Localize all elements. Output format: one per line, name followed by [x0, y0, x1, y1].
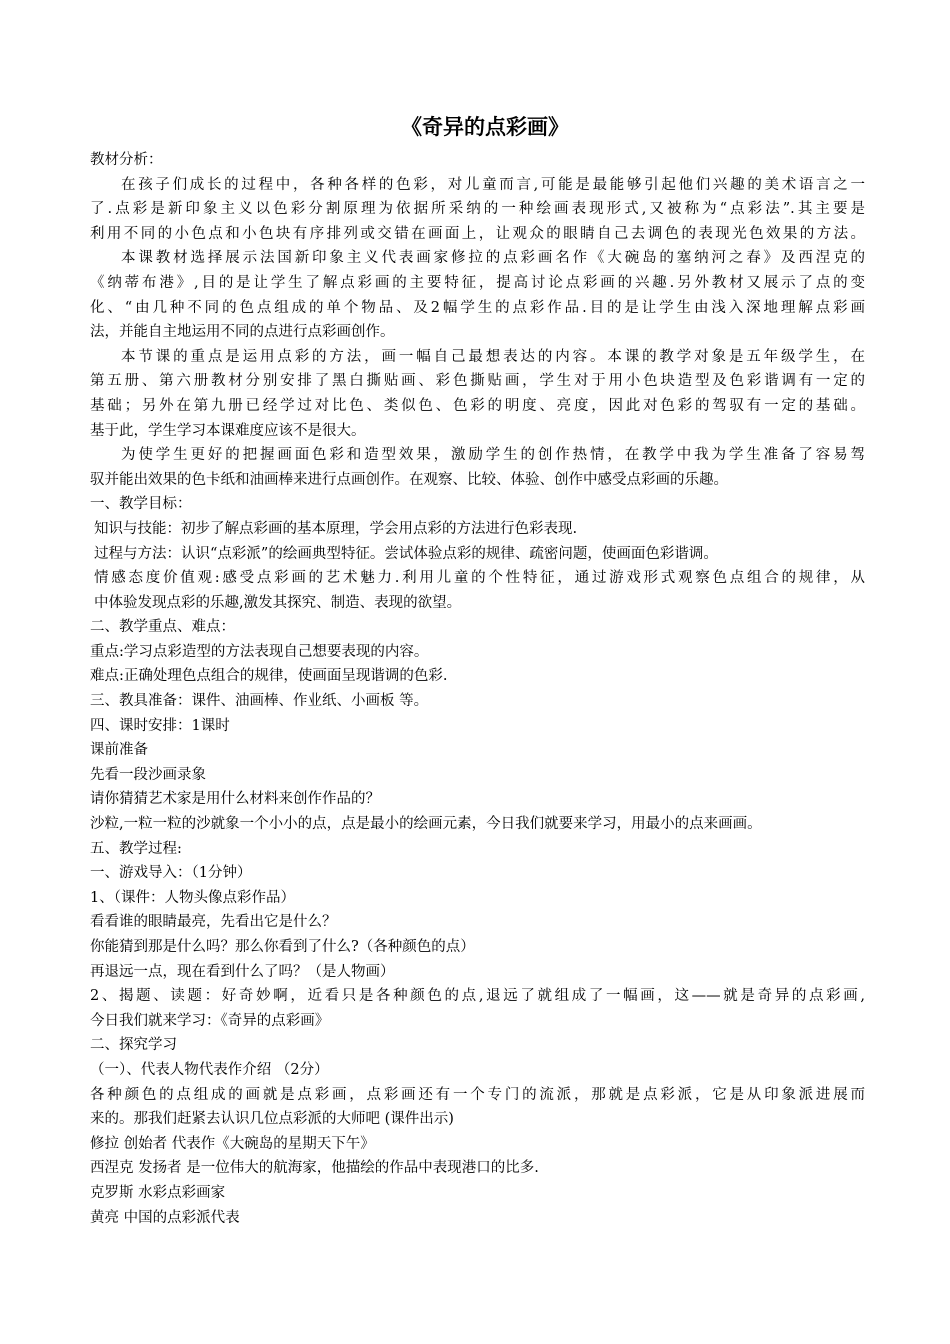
text-line: 情感态度价值观:感受点彩画的艺术魅力.利用儿童的个性特征，通过游戏形式观察色点组合的规律，从: [94, 570, 865, 587]
text-line: 来的。那我们赶紧去认识几位点彩派的大师吧 (课件出示): [90, 1111, 454, 1128]
text-line: 了.点彩是新印象主义以色彩分割原理为依据所采纳的一种绘画表现形式,又被称为“点彩法”.其主要是: [90, 201, 865, 218]
document-title: 《奇异的点彩画》: [401, 115, 569, 139]
text-line: 利用不同的小色点和小色块有序排列或交错在画面上，让观众的眼睛自己去调色的表现光色效果的方法。: [90, 225, 865, 242]
text-line: 化、“由几种不同的色点组成的单个物品、及2幅学生的点彩作品.目的是让学生由浅入深地理解点彩画: [90, 299, 865, 316]
text-line: 基于此，学生学习本课难度应该不是很大。: [90, 422, 366, 439]
text-line: 请你猜猜艺术家是用什么材料来创作作品的？: [90, 791, 380, 808]
text-line: 二、教学重点、难点：: [90, 619, 235, 636]
text-line: 重点:学习点彩造型的方法表现自己想要表现的内容。: [90, 643, 429, 660]
document-body: [90, 148, 865, 1230]
text-line: 四、课时安排：1课时: [90, 717, 230, 734]
text-line: 教材分析：: [90, 152, 163, 168]
text-line: 五、教学过程:: [90, 840, 182, 857]
text-line: 第五册、第六册教材分别安排了黑白撕贴画、彩色撕贴画，学生对于用小色块造型及色彩谐调有一定的: [90, 373, 865, 390]
text-line: 一、游戏导入：（1分钟）: [90, 865, 252, 882]
text-line: 过程与方法：认识“点彩派”的绘画典型特征。尝试体验点彩的规律、疏密问题，使画面色彩谐调。: [94, 545, 718, 562]
text-line: 今日我们就来学习：《奇异的点彩画》: [90, 1012, 330, 1029]
text-line: 三、教具准备：课件、油画棒、作业纸、小画板 等。: [90, 693, 429, 710]
text-line: 驭并能出效果的色卡纸和油画棒来进行点画创作。在观察、比较、体验、创作中感受点彩画的乐趣。: [90, 471, 728, 488]
text-line: 一、教学目标：: [90, 496, 192, 513]
text-line: 你能猜到那是什么吗？那么你看到了什么?（各种颜色的点）: [90, 939, 475, 955]
text-line: 先看一段沙画录象: [90, 766, 206, 783]
text-line: （一）、代表人物代表作介绍 （2分）: [90, 1061, 329, 1078]
text-line: 本课教材选择展示法国新印象主义代表画家修拉的点彩画名作《大碗岛的塞纳河之春》及西涅克的: [121, 250, 865, 267]
text-line: 西涅克 发扬者 是一位伟大的航海家，他描绘的作品中表现港口的比多.: [90, 1160, 539, 1177]
text-line: 为使学生更好的把握画面色彩和造型效果，激励学生的创作热情，在教学中我为学生准备了容易驾: [121, 447, 865, 464]
text-line: 二、探究学习: [90, 1037, 177, 1054]
text-line: 沙粒,一粒一粒的沙就象一个小小的点，点是最小的绘画元素，今日我们就要来学习，用最小的点来画画。: [90, 816, 762, 833]
text-line: 看看谁的眼睛最亮，先看出它是什么？: [90, 914, 337, 931]
text-line: 法，并能自主地运用不同的点进行点彩画创作。: [90, 324, 395, 341]
text-line: 本节课的重点是运用点彩的方法，画一幅自己最想表达的内容。本课的教学对象是五年级学生，在: [121, 348, 865, 365]
text-line: 2、揭题、读题：好奇妙啊，近看只是各种颜色的点,退远了就组成了一幅画，这——就是奇异的点彩画,: [90, 988, 865, 1005]
text-line: 修拉 创始者 代表作《大碗岛的星期天下午》: [90, 1135, 375, 1152]
document-page: [90, 112, 865, 1230]
text-line: 中体验发现点彩的乐趣,激发其探究、制造、表现的欲望。: [94, 594, 462, 611]
text-line: 知识与技能：初步了解点彩画的基本原理，学会用点彩的方法进行色彩表现.: [94, 520, 578, 537]
text-line: 难点:正确处理色点组合的规律，使画面呈现谐调的色彩.: [90, 668, 448, 685]
text-line: 《纳蒂布港》,目的是让学生了解点彩画的主要特征，提高讨论点彩画的兴趣.另外教材又展示了点的变: [90, 274, 865, 291]
text-line: 在孩子们成长的过程中，各种各样的色彩，对儿童而言,可能是最能够引起他们兴趣的美术语言之一: [121, 176, 865, 193]
text-line: 1、（课件：人物头像点彩作品）: [90, 889, 295, 906]
text-line: 各种颜色的点组成的画就是点彩画，点彩画还有一个专门的流派，那就是点彩派，它是从印象派进展而: [90, 1086, 865, 1103]
text-line: 再退远一点，现在看到什么了吗？（是人物画）: [90, 963, 395, 980]
text-line: 黄亮 中国的点彩派代表: [90, 1209, 240, 1226]
text-line: 基础；另外在第九册已经学过对比色、类似色、色彩的明度、亮度，因此对色彩的驾驭有一定的基础。: [90, 397, 865, 414]
text-line: 克罗斯 水彩点彩画家: [90, 1184, 226, 1201]
text-line: 课前准备: [90, 742, 148, 759]
